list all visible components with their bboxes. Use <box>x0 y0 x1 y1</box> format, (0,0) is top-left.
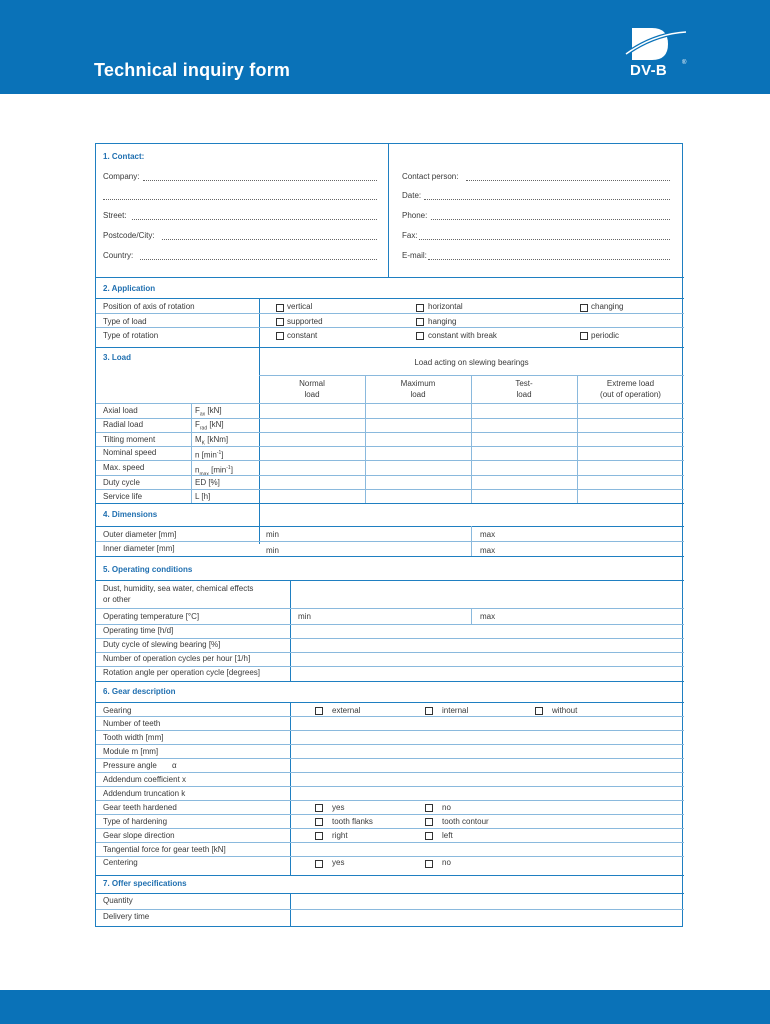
duty-cycle-bearing-label: Duty cycle of slewing bearing [%] <box>103 640 221 649</box>
centering-yes-label: yes <box>332 858 345 867</box>
email-field[interactable] <box>428 259 670 260</box>
duty-cycle-label: Duty cycle <box>103 478 140 487</box>
pressure-angle-label: Pressure angle <box>103 761 157 770</box>
radial-load-unit: $F_{rad}$ [kN] <box>195 420 224 432</box>
tooth-contour-label: tooth contour <box>442 817 489 826</box>
pressure-angle-symbol: α <box>172 761 177 770</box>
inquiry-form <box>95 143 683 927</box>
gearing-internal-checkbox[interactable] <box>425 707 433 715</box>
gearing-external-checkbox[interactable] <box>315 707 323 715</box>
supported-label: supported <box>287 317 323 326</box>
constant-break-label: constant with break <box>428 331 497 340</box>
normal-load-col-l1: Normal <box>299 379 325 388</box>
centering-no-checkbox[interactable] <box>425 860 433 868</box>
outer-diameter-label: Outer diameter [mm] <box>103 530 177 539</box>
max-load-col-l1: Maximum <box>400 379 436 388</box>
centering-label: Centering <box>103 858 138 867</box>
inner-diameter-min[interactable]: min <box>266 546 279 555</box>
normal-load-col-l2: load <box>304 390 320 399</box>
company-label: Company: <box>103 172 140 181</box>
outer-diameter-max[interactable]: max <box>480 530 496 539</box>
periodic-label: periodic <box>591 331 620 340</box>
periodic-checkbox[interactable] <box>580 332 588 340</box>
tangential-force-label: Tangential force for gear teeth [kN] <box>103 845 226 854</box>
hardened-yes-checkbox[interactable] <box>315 804 323 812</box>
slope-right-checkbox[interactable] <box>315 832 323 840</box>
street-field[interactable] <box>132 219 377 220</box>
changing-label: changing <box>591 302 624 311</box>
radial-load-label: Radial load <box>103 420 144 429</box>
date-label: Date: <box>402 191 422 200</box>
type-of-hardening-label: Type of hardening <box>103 817 168 826</box>
service-life-label: Service life <box>103 492 143 501</box>
rotation-angle-label: Rotation angle per operation cycle [degrees] <box>103 668 260 677</box>
tilting-moment-label: Tilting moment <box>103 435 156 444</box>
vertical-label: vertical <box>287 302 313 311</box>
footer-bar <box>0 990 770 1024</box>
max-load-col-l2: load <box>410 390 426 399</box>
type-of-load-label: Type of load <box>103 317 147 326</box>
dust-label-line2: or other <box>103 595 131 604</box>
centering-no-label: no <box>442 858 451 867</box>
extreme-load-col-l2: (out of operation) <box>600 390 661 399</box>
nominal-speed-unit: n $[\min^{-1}]$ <box>195 450 224 460</box>
axial-load-label: Axial load <box>103 406 138 415</box>
contact-person-field[interactable] <box>466 180 670 181</box>
hardened-no-checkbox[interactable] <box>425 804 433 812</box>
fax-label: Fax: <box>402 231 418 240</box>
tilting-moment-unit: $M_K$ [kNm] <box>195 435 229 447</box>
dust-label-line1: Dust, humidity, sea water, chemical effects <box>103 584 254 593</box>
fax-field[interactable] <box>419 239 670 240</box>
gearing-without-checkbox[interactable] <box>535 707 543 715</box>
addendum-coefficient-label: Addendum coefficient x <box>103 775 187 784</box>
tooth-width-label: Tooth width [mm] <box>103 733 164 742</box>
gear-slope-label: Gear slope direction <box>103 831 175 840</box>
postcode-field[interactable] <box>162 239 377 240</box>
operation-cycles-label: Number of operation cycles per hour [1/h] <box>103 654 251 663</box>
gearing-label: Gearing <box>103 706 132 715</box>
header-bar <box>0 0 770 94</box>
module-label: Module m [mm] <box>103 747 159 756</box>
email-label: E-mail: <box>402 251 427 260</box>
operating-time-label: Operating time [h/d] <box>103 626 174 635</box>
section-offer-heading: 7. Offer specifications <box>103 879 187 888</box>
country-label: Country: <box>103 251 134 260</box>
axis-rotation-label: Position of axis of rotation <box>103 302 195 311</box>
section-load-heading: 3. Load <box>103 353 132 362</box>
section-operating-heading: 5. Operating conditions <box>103 565 193 574</box>
section-contact-heading: 1. Contact: <box>103 152 145 161</box>
max-speed-label: Max. speed <box>103 463 145 472</box>
number-of-teeth-label: Number of teeth <box>103 719 161 728</box>
slope-left-label: left <box>442 831 453 840</box>
duty-cycle-unit: ED [%] <box>195 478 220 487</box>
extreme-load-col-l1: Extreme load <box>606 379 655 388</box>
slope-left-checkbox[interactable] <box>425 832 433 840</box>
company-field-2[interactable] <box>103 199 377 200</box>
date-field[interactable] <box>424 199 670 200</box>
supported-checkbox[interactable] <box>276 318 284 326</box>
phone-label: Phone: <box>402 211 428 220</box>
operating-temperature-max[interactable]: max <box>480 612 496 621</box>
test-load-col-l1: Test- <box>515 379 533 388</box>
constant-checkbox[interactable] <box>276 332 284 340</box>
inner-diameter-label: Inner diameter [mm] <box>103 544 175 553</box>
gear-teeth-hardened-label: Gear teeth hardened <box>103 803 177 812</box>
gearing-internal-label: internal <box>442 706 469 715</box>
hardened-no-label: no <box>442 803 451 812</box>
max-speed-unit: $n_{max}$ $[\min^{-1}]$ <box>195 465 233 478</box>
hanging-checkbox[interactable] <box>416 318 424 326</box>
company-field[interactable] <box>143 180 377 181</box>
tooth-flanks-checkbox[interactable] <box>315 818 323 826</box>
quantity-label: Quantity <box>103 896 133 905</box>
vertical-checkbox[interactable] <box>276 304 284 312</box>
slope-right-label: right <box>332 831 348 840</box>
horizontal-checkbox[interactable] <box>416 304 424 312</box>
section-gear-heading: 6. Gear description <box>103 687 176 696</box>
outer-diameter-min[interactable]: min <box>266 530 279 539</box>
hardened-yes-label: yes <box>332 803 345 812</box>
operating-temperature-label: Operating temperature [°C] <box>103 612 200 621</box>
street-label: Street: <box>103 211 127 220</box>
axial-load-unit: $F_{ax}$ [kN] <box>195 406 222 418</box>
addendum-truncation-label: Addendum truncation k <box>103 789 186 798</box>
operating-temperature-min[interactable]: min <box>298 612 311 621</box>
gearing-external-label: external <box>332 706 361 715</box>
changing-checkbox[interactable] <box>580 304 588 312</box>
constant-label: constant <box>287 331 318 340</box>
gearing-without-label: without <box>552 706 578 715</box>
tooth-flanks-label: tooth flanks <box>332 817 373 826</box>
contact-person-label: Contact person: <box>402 172 459 181</box>
registered-mark: ® <box>682 60 687 66</box>
horizontal-label: horizontal <box>428 302 463 311</box>
section-application-heading: 2. Application <box>103 284 156 293</box>
load-group-header: Load acting on slewing bearings <box>414 358 529 367</box>
test-load-col-l2: load <box>516 390 532 399</box>
inner-diameter-max[interactable]: max <box>480 546 496 555</box>
phone-field[interactable] <box>431 219 670 220</box>
section-dimensions-heading: 4. Dimensions <box>103 510 158 519</box>
constant-break-checkbox[interactable] <box>416 332 424 340</box>
tooth-contour-checkbox[interactable] <box>425 818 433 826</box>
centering-yes-checkbox[interactable] <box>315 860 323 868</box>
postcode-label: Postcode/City: <box>103 231 155 240</box>
service-life-unit: L [h] <box>195 492 211 501</box>
hanging-label: hanging <box>428 317 457 326</box>
logo-text: DV-B <box>630 62 668 79</box>
delivery-time-label: Delivery time <box>103 912 150 921</box>
nominal-speed-label: Nominal speed <box>103 448 157 457</box>
page-title: Technical inquiry form <box>94 60 291 80</box>
country-field[interactable] <box>140 259 377 260</box>
type-of-rotation-label: Type of rotation <box>103 331 159 340</box>
